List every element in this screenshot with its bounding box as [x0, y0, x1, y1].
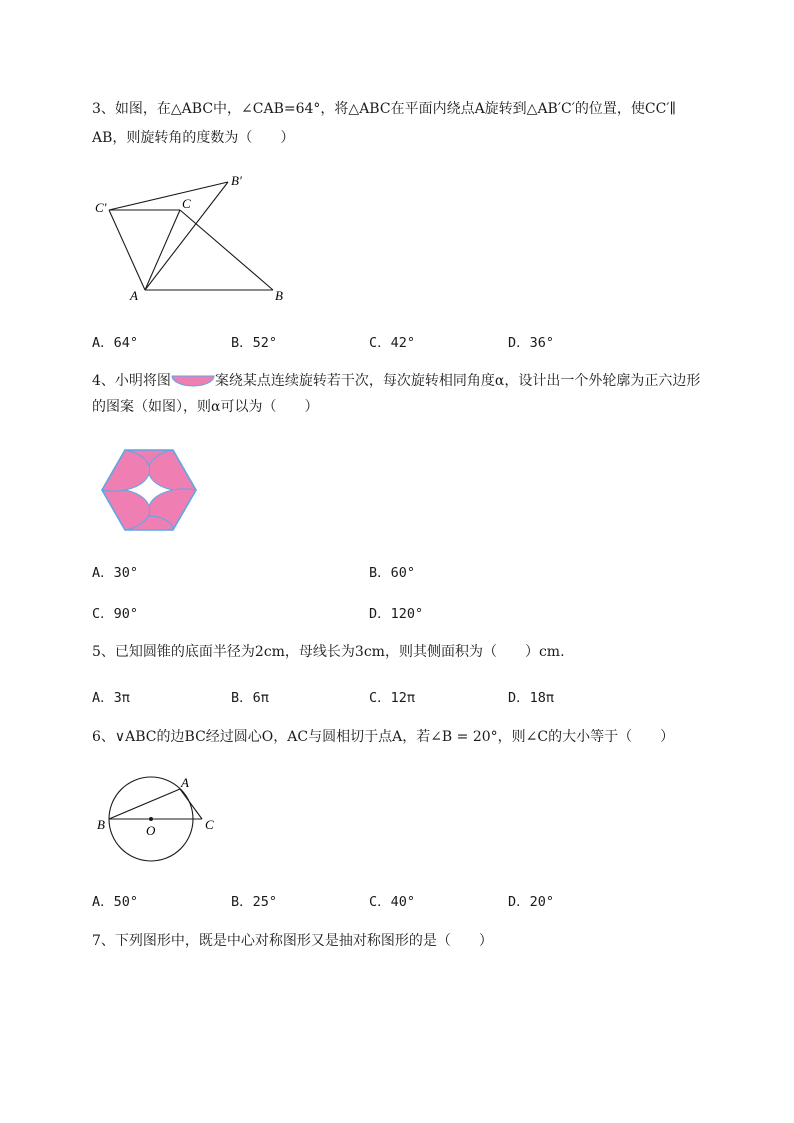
petal-shape-icon [171, 375, 215, 387]
label-a: A [130, 288, 138, 303]
segment-ba [109, 789, 180, 819]
q4-line1-pre: 4、小明将图 [92, 373, 171, 389]
label-c: C [205, 817, 214, 832]
label-a: A [181, 775, 189, 790]
q3-option-b[interactable]: B．52° [231, 335, 278, 351]
label-b-prime: B′ [231, 173, 242, 188]
q5-line1: 5、已知圆锥的底面半径为2cm，母线长为3cm，则其侧面积为（ ）cm. [92, 644, 565, 660]
segment-ac [145, 210, 180, 290]
label-b: B [97, 817, 105, 832]
q5-option-c[interactable]: C．12π [369, 690, 416, 706]
label-c: C [182, 196, 191, 211]
q3-option-c[interactable]: C．42° [369, 335, 416, 351]
q6-option-d[interactable]: D．20° [508, 894, 555, 910]
label-b: B [275, 288, 283, 303]
q6-option-b[interactable]: B．25° [231, 894, 278, 910]
label-c-prime: C′ [95, 200, 107, 215]
q7-line1: 7、下列图形中，既是中心对称图形又是抽对称图形的是（ ） [92, 933, 493, 949]
q4-line1-post: 案绕某点连续旋转若干次，每次旋转相同角度α，设计出一个外轮廓为正六边形 [214, 373, 701, 389]
q6-option-c[interactable]: C．40° [369, 894, 416, 910]
segment-cb [180, 210, 273, 290]
q4-option-d[interactable]: D．120° [369, 606, 424, 622]
q6-option-a[interactable]: A．50° [92, 894, 139, 910]
q3-option-d[interactable]: D．36° [508, 335, 555, 351]
q4-line2: 的图案（如图），则α可以为（ ） [92, 399, 319, 415]
q3-line1: 3、如图，在△ABC中，∠CAB=64°，将△ABC在平面内绕点A旋转到△AB′C′的位置，使CC′∥ [92, 101, 676, 117]
q3-rotation-figure [90, 168, 300, 308]
q5-option-b[interactable]: B．6π [231, 690, 269, 706]
q6-line1: 6、∨ABC的边BC经过圆心O，AC与圆相切于点A，若∠B = 20°，则∠C的大小等于（ ） [92, 729, 675, 745]
segment-ac-prime [109, 210, 145, 290]
center-point [149, 817, 153, 821]
label-o: O [146, 823, 156, 838]
q6-circle-figure [92, 772, 222, 867]
q3-option-a[interactable]: A．64° [92, 335, 139, 351]
q5-option-d[interactable]: D．18π [508, 690, 555, 706]
q5-option-a[interactable]: A．3π [92, 690, 130, 706]
q4-option-c[interactable]: C．90° [92, 606, 139, 622]
q4-hexagon-pattern [98, 446, 200, 534]
segment-ac [180, 789, 202, 819]
q4-line1 [92, 368, 700, 394]
q4-option-b[interactable]: B．60° [369, 565, 416, 581]
q4-option-a[interactable]: A．30° [92, 565, 139, 581]
q3-line2: AB，则旋转角的度数为（ ） [92, 130, 295, 146]
